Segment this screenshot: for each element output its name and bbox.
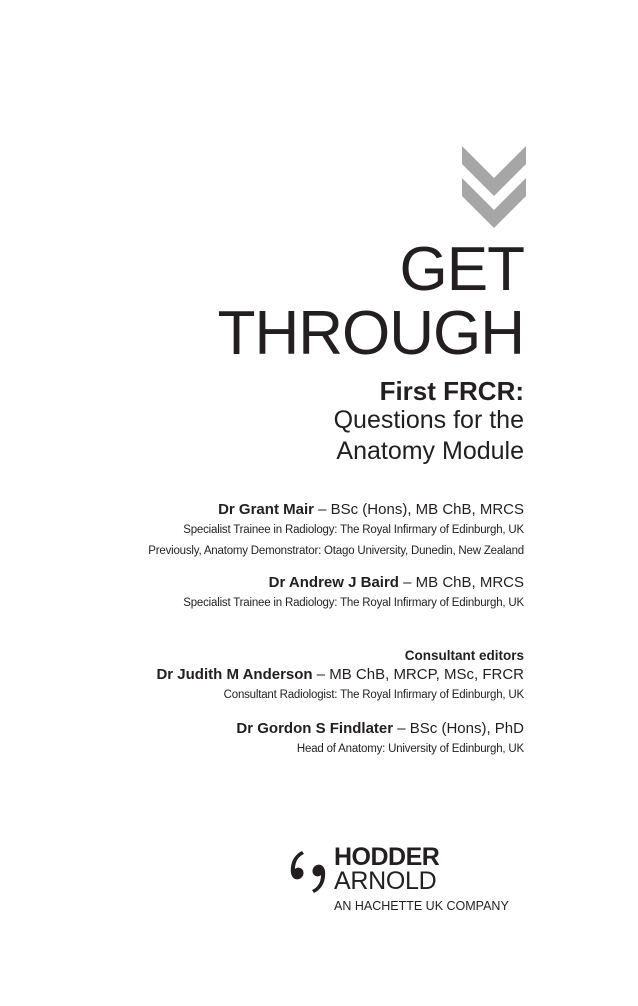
publisher-name-line-1: HODDER: [334, 843, 440, 871]
editor-name: Dr Judith M Anderson: [156, 666, 313, 683]
author-qualifications: – MB ChB, MRCS: [398, 574, 524, 591]
author-name: Dr Andrew J Baird: [268, 574, 399, 591]
title-line-1: GET: [399, 235, 524, 304]
subtitle-line-3: Anatomy Module: [336, 437, 524, 465]
subtitle-bold: First FRCR:: [379, 376, 524, 406]
double-chevron-logo-icon: [462, 130, 526, 228]
author-1: [148, 500, 524, 562]
hodder-quote-icon: [288, 849, 328, 895]
editor-role: Head of Anatomy: University of Edinburgh, UK: [296, 743, 524, 755]
author-role: Specialist Trainee in Radiology: The Royal Infirmary of Edinburgh, UK: [183, 597, 524, 609]
editor-2: [236, 719, 524, 760]
publisher-tagline: AN HACHETTE UK COMPANY: [334, 899, 509, 913]
editor-qualifications: – MB ChB, MRCP, MSc, FRCR: [312, 666, 524, 683]
editors-heading: Consultant editors: [404, 648, 524, 663]
editor-name: Dr Gordon S Findlater: [236, 720, 394, 737]
title-line-2: THROUGH: [217, 299, 524, 368]
subtitle-line-2: Questions for the: [333, 406, 524, 434]
editor-role: Consultant Radiologist: The Royal Infirmary of Edinburgh, UK: [223, 689, 524, 701]
author-role: Specialist Trainee in Radiology: The Royal Infirmary of Edinburgh, UK: [183, 524, 524, 536]
publisher-name-line-2: ARNOLD: [334, 867, 437, 895]
editor-qualifications: – BSc (Hons), PhD: [393, 720, 524, 737]
author-qualifications: – BSc (Hons), MB ChB, MRCS: [313, 501, 524, 518]
consultant-editors: [156, 647, 524, 706]
author-role: Previously, Anatomy Demonstrator: Otago University, Dunedin, New Zealand: [148, 545, 524, 557]
author-name: Dr Grant Mair: [218, 501, 314, 518]
author-2: [183, 573, 524, 614]
publisher-logo: [288, 843, 548, 923]
